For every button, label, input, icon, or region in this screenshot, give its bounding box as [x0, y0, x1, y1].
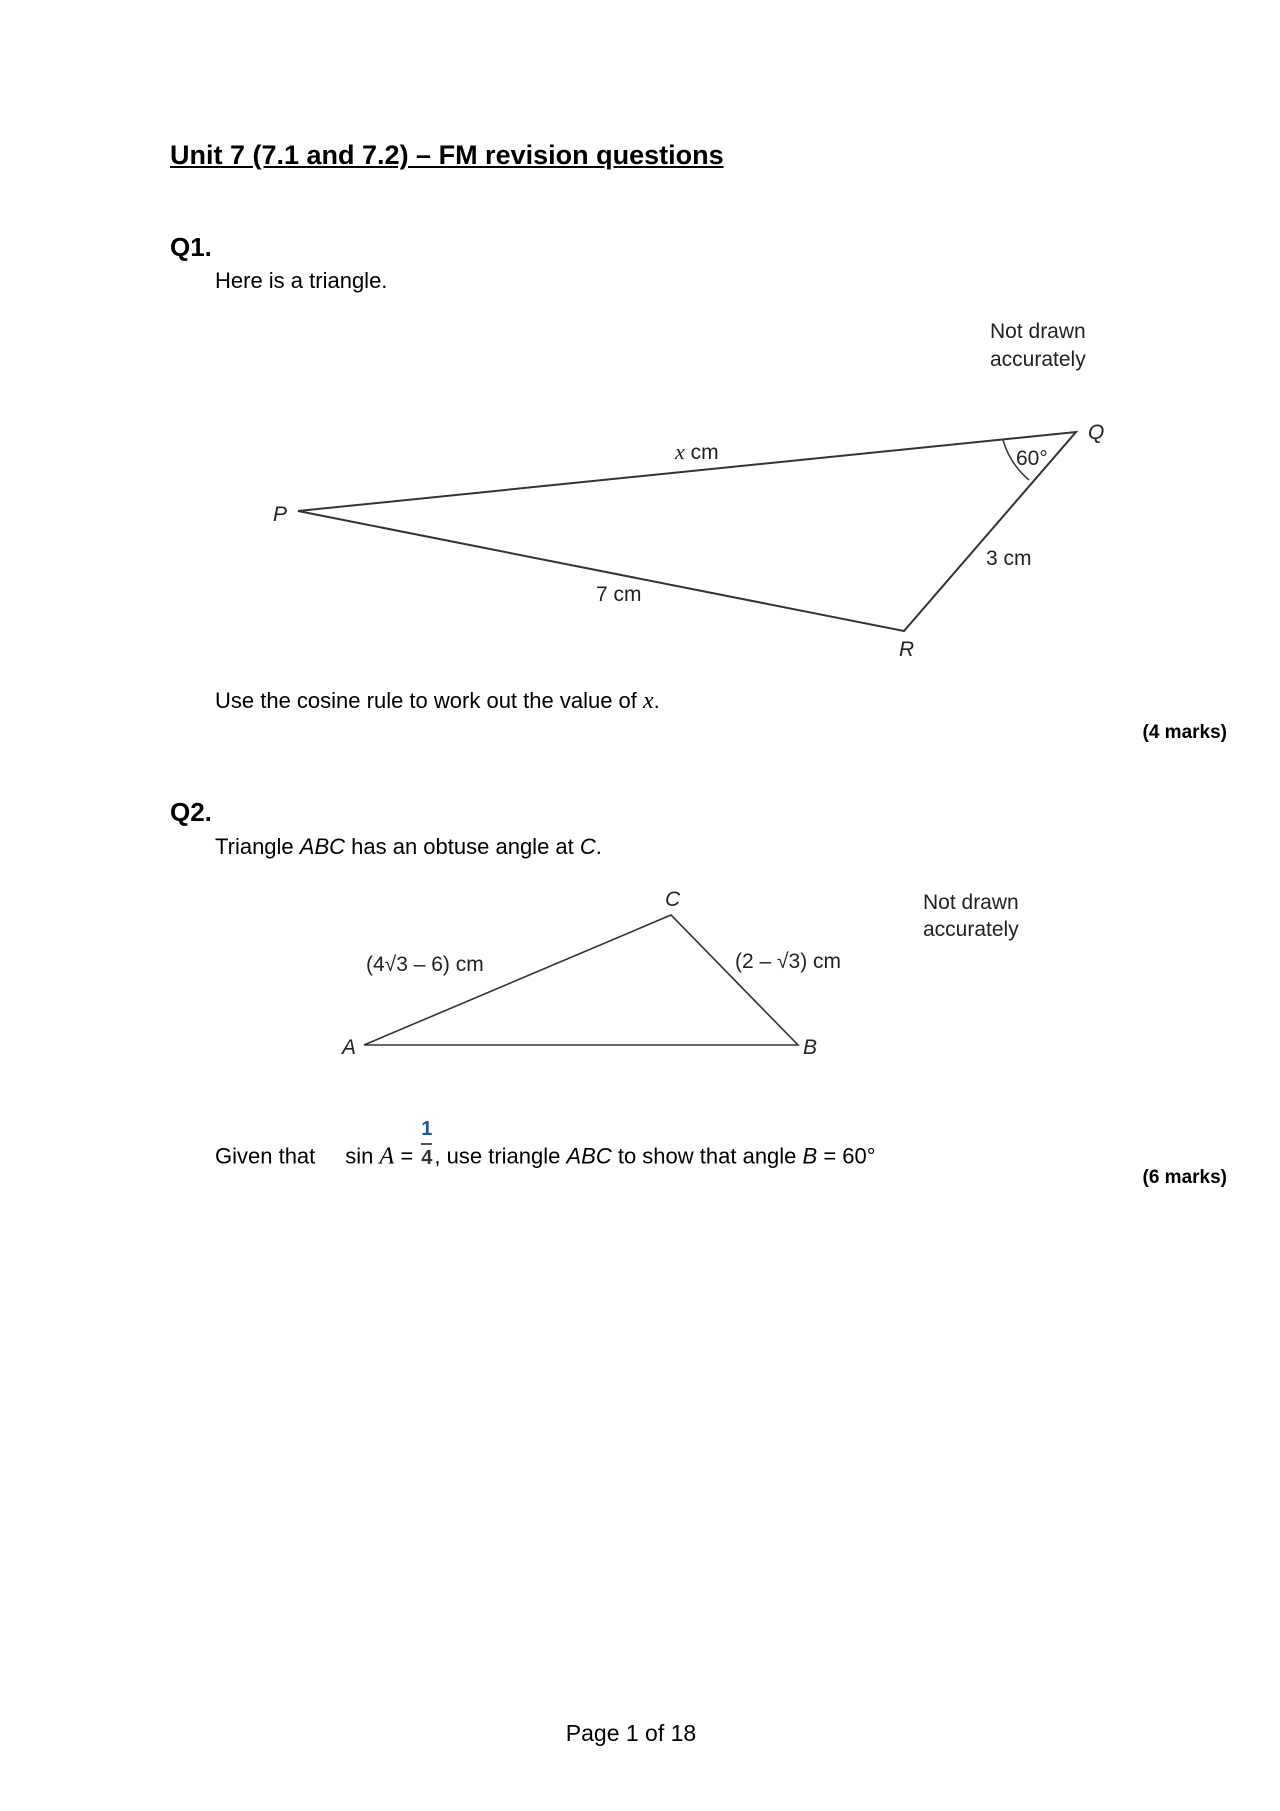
- question-2-intro: Triangle ABC has an obtuse angle at C.: [215, 834, 602, 859]
- vertex-c-label: C: [665, 888, 681, 911]
- question-1-instruction: Use the cosine rule to work out the value of x.: [215, 688, 660, 714]
- question-2-instruction: Given that sin A = $\frac{1}{4}$ , use triangle ABC to show that angle B = 60°: [215, 1118, 876, 1170]
- vertex-r-label: R: [899, 638, 915, 661]
- vertex-q-label: Q: [1088, 421, 1105, 444]
- side-qr-label: 3 cm: [986, 547, 1032, 570]
- side-bc-label: (2 – √3) cm: [735, 950, 842, 973]
- q1-note-line2: accurately: [990, 348, 1086, 371]
- side-ac-label: (4√3 – 6) cm: [366, 953, 484, 976]
- question-1-label: Q1.: [170, 232, 212, 262]
- question-2-label: Q2.: [170, 797, 212, 827]
- side-pr-label: 7 cm: [596, 583, 642, 606]
- vertex-p-label: P: [273, 503, 288, 526]
- vertex-a-label: A: [342, 1036, 357, 1059]
- question-2-marks: (6 marks): [1142, 1167, 1227, 1188]
- q1-note-line1: Not drawn: [990, 320, 1086, 343]
- given-label: Given that: [215, 1143, 316, 1169]
- q2-note-line2: accurately: [923, 918, 1019, 941]
- side-pq-label: x cm: [675, 439, 719, 464]
- page-footer: Page 1 of 18: [565, 1720, 697, 1746]
- question-1-intro: Here is a triangle.: [215, 268, 388, 293]
- q2-note-line1: Not drawn: [923, 891, 1019, 914]
- page-title: Unit 7 (7.1 and 7.2) – FM revision questions: [170, 140, 724, 170]
- angle-q-label: 60°: [1016, 447, 1048, 470]
- question-1-marks: (4 marks): [1142, 722, 1227, 743]
- fraction-one-quarter: $\frac{1}{4}$: [421, 1118, 433, 1169]
- triangle-abc: [364, 915, 798, 1045]
- vertex-b-label: B: [803, 1036, 818, 1059]
